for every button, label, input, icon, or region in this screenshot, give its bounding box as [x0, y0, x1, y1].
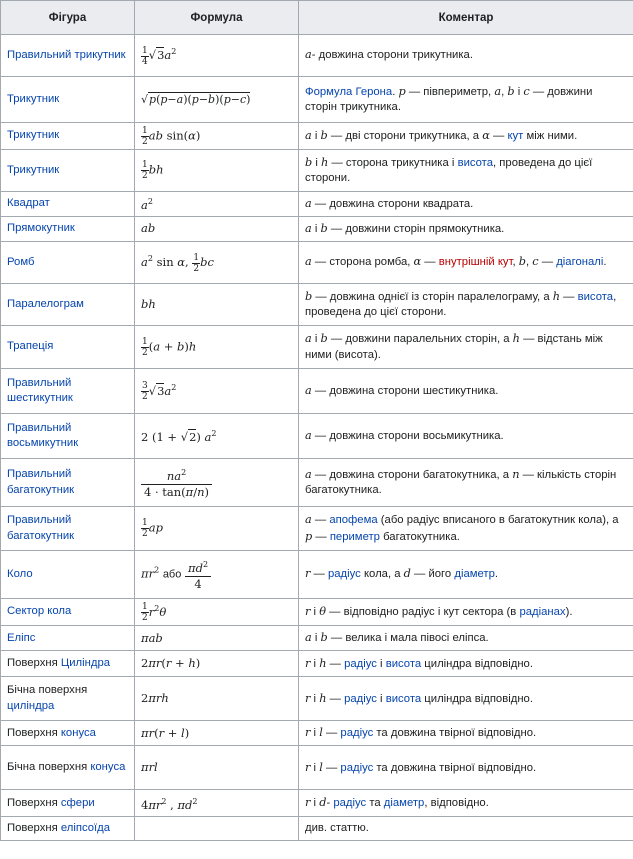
comment-cell: r і d- радіус та діаметр, відповідно.: [299, 790, 633, 817]
figure-link[interactable]: еліпсоїда: [60, 822, 111, 835]
header-comment: Коментар: [299, 1, 633, 35]
comment-cell: a — довжина сторони шестикутника.: [299, 369, 633, 414]
figure-link[interactable]: Сектор кола: [7, 605, 72, 618]
figure-cell: Бічна поверхня конуса: [1, 746, 135, 790]
table-row: [1, 746, 633, 790]
figure-link[interactable]: Циліндра: [60, 657, 111, 670]
table-row: [1, 123, 633, 150]
radius-link[interactable]: радіус: [340, 727, 374, 740]
formula-cell: 2 (1 + √2) $a^2$: [135, 414, 299, 459]
figure-cell[interactable]: [1, 284, 135, 326]
figure-link[interactable]: Ромб: [7, 255, 35, 268]
comment-cell: r і l — радіус та довжина твірної відповідно.: [299, 746, 633, 790]
diameter-link[interactable]: діаметр: [454, 568, 495, 581]
table-row: [1, 599, 633, 626]
figure-cell[interactable]: [1, 459, 135, 507]
figure-link[interactable]: сфери: [60, 796, 95, 809]
table-row: [1, 626, 633, 651]
figure-link[interactable]: конуса: [60, 726, 96, 739]
comment-cell: b — довжина однієї із сторін паралелограму, а h — висота, проведена до цієї сторони.: [299, 284, 633, 326]
formula-cell: √p(p−a)(p−b)(p−c): [135, 77, 299, 123]
table-row: [1, 150, 633, 192]
comment-cell: r і h — радіус і висота циліндра відповідно.: [299, 651, 633, 677]
figure-link[interactable]: циліндра: [7, 699, 55, 712]
figure-link[interactable]: Паралелограм: [7, 297, 84, 310]
comment-cell: b і h — сторона трикутника і висота, проведена до цієї сторони.: [299, 150, 633, 192]
angle-link[interactable]: кут: [507, 129, 524, 142]
formula-cell: πr(r + l): [135, 721, 299, 746]
table-row: [1, 551, 633, 599]
formula-cell: bh: [135, 284, 299, 326]
figure-link[interactable]: Правильний восьмикутник: [7, 421, 79, 449]
formula-cell: 2πrh: [135, 677, 299, 721]
comment-cell: a і b — довжини сторін прямокутника.: [299, 217, 633, 242]
figure-link[interactable]: Правильний багатокутник: [7, 468, 75, 496]
radius-link[interactable]: радіус: [344, 657, 377, 670]
formula-cell: $4\pi r^2$ , $\pi d^2$: [135, 790, 299, 817]
formula-cell: [135, 817, 299, 841]
figure-link[interactable]: Правильний багатокутник: [7, 514, 75, 542]
comment-cell: r і h — радіус і висота циліндра відповідно.: [299, 677, 633, 721]
figure-link[interactable]: Коло: [7, 567, 33, 580]
table-row: [1, 790, 633, 817]
formula-cell: $\frac{1}{2}$ (a + b)h: [135, 326, 299, 369]
radius-link[interactable]: радіус: [327, 568, 361, 581]
comment-cell: a — довжина сторони багатокутника, а n — кількість сторін багатокутника.: [299, 459, 633, 507]
figure-link[interactable]: Квадрат: [7, 197, 50, 210]
table-row: [1, 326, 633, 369]
table-row: [1, 35, 633, 77]
figure-link[interactable]: Трапеція: [7, 340, 54, 353]
radians-link[interactable]: радіанах: [519, 605, 566, 618]
header-formula: Формула: [135, 1, 299, 35]
formula-cell: $\frac{1}{2}$ bh: [135, 150, 299, 192]
height-link[interactable]: висота: [385, 692, 422, 705]
comment-cell: див. статтю.: [299, 817, 633, 841]
table-row: [1, 414, 633, 459]
figure-link[interactable]: Еліпс: [7, 631, 36, 644]
figure-cell[interactable]: [1, 192, 135, 217]
formula-cell: $a^2$ sin α, $\frac{1}{2}$ bc: [135, 242, 299, 284]
figure-link[interactable]: Правильний шестикутник: [7, 376, 73, 404]
table-row: [1, 77, 633, 123]
table-row: [1, 192, 633, 217]
table-row: [1, 677, 633, 721]
table-row: [1, 507, 633, 551]
interior-angle-link[interactable]: внутрішній кут: [438, 256, 513, 269]
figure-link[interactable]: конуса: [90, 761, 126, 774]
figure-cell[interactable]: [1, 326, 135, 369]
radius-link[interactable]: радіус: [340, 761, 374, 774]
figure-link[interactable]: Трикутник: [7, 163, 60, 176]
figure-cell: Бічна поверхня циліндра: [1, 677, 135, 721]
figure-cell[interactable]: [1, 599, 135, 626]
formula-cell: $\frac{1}{4}$ $√3a^2$: [135, 35, 299, 77]
figure-cell[interactable]: [1, 123, 135, 150]
formula-cell: $\frac{1}{2}$ ab sin(α): [135, 123, 299, 150]
formula-cell: $\frac{3}{2}$ $√3a^2$: [135, 369, 299, 414]
table-row: [1, 459, 633, 507]
formula-cell: 2πr(r + h): [135, 651, 299, 677]
figure-cell[interactable]: [1, 414, 135, 459]
figure-cell[interactable]: [1, 626, 135, 651]
figure-cell[interactable]: [1, 150, 135, 192]
comment-cell: a і b — дві сторони трикутника, а α — кут між ними.: [299, 123, 633, 150]
formula-cell: πab: [135, 626, 299, 651]
comment-cell: Формула Герона. p — півпериметр, a, b і c — довжини сторін трикутника.: [299, 77, 633, 123]
height-link[interactable]: висота: [457, 156, 494, 169]
formula-cell: $a^2$: [135, 192, 299, 217]
comment-cell: a — довжина сторони восьмикутника.: [299, 414, 633, 459]
formula-cell: ab: [135, 217, 299, 242]
table-row: [1, 817, 633, 841]
figure-link[interactable]: Трикутник: [7, 92, 60, 105]
perimeter-link[interactable]: периметр: [329, 530, 380, 543]
comment-cell: a — апофема (або радіус вписаного в багатокутник кола), а p — периметр багатокутника.: [299, 507, 633, 551]
comment-cell: r — радіус кола, а d — його діаметр.: [299, 551, 633, 599]
comment-cell: a- довжина сторони трикутника.: [299, 35, 633, 77]
table-row: [1, 242, 633, 284]
formula-cell: $\frac{na^2}{4 \cdot \tan(\pi/n)}$: [135, 459, 299, 507]
formula-cell: $\frac{1}{2}$ $r^2\theta$: [135, 599, 299, 626]
figure-link[interactable]: Правильний трикутник: [7, 48, 126, 61]
figure-cell[interactable]: [1, 217, 135, 242]
diagonals-link[interactable]: діагоналі: [556, 256, 604, 269]
formula-cell: $\pi r^2$ або $\frac{\pi d^2}{4}$: [135, 551, 299, 599]
table-row: [1, 217, 633, 242]
comment-cell: r і θ — відповідно радіус і кут сектора (в радіанах).: [299, 599, 633, 626]
table-row: [1, 721, 633, 746]
formula-cell: $\frac{1}{2}$ ap: [135, 507, 299, 551]
figure-link[interactable]: Трикутник: [7, 129, 60, 142]
comment-cell: a і b — велика і мала півосі еліпса.: [299, 626, 633, 651]
figure-cell: Поверхня конуса: [1, 721, 135, 746]
comment-cell: a — сторона ромба, α — внутрішній кут, b, c — діагоналі.: [299, 242, 633, 284]
figure-cell[interactable]: [1, 507, 135, 551]
height-link[interactable]: висота: [577, 290, 614, 303]
radius-link[interactable]: радіус: [344, 692, 377, 705]
figure-link[interactable]: Прямокутник: [7, 222, 75, 235]
table-row: [1, 369, 633, 414]
table-row: [1, 651, 633, 677]
figure-cell[interactable]: [1, 35, 135, 77]
figure-cell[interactable]: [1, 77, 135, 123]
height-link[interactable]: висота: [385, 657, 422, 670]
figure-cell[interactable]: [1, 369, 135, 414]
diameter-link[interactable]: діаметр: [383, 797, 425, 810]
formula-cell: πrl: [135, 746, 299, 790]
figure-cell[interactable]: [1, 242, 135, 284]
comment-cell: r і l — радіус та довжина твірної відповідно.: [299, 721, 633, 746]
figure-cell: Поверхня еліпсоїда: [1, 817, 135, 841]
table-row: [1, 284, 633, 326]
header-row: [1, 1, 633, 35]
apothem-link[interactable]: апофема: [329, 514, 378, 526]
figure-cell[interactable]: [1, 551, 135, 599]
heron-formula-link[interactable]: Формула Герона: [305, 85, 393, 98]
figure-cell: Поверхня сфери: [1, 790, 135, 817]
comment-cell: a і b — довжини паралельних сторін, а h — відстань між ними (висота).: [299, 326, 633, 369]
comment-cell: a — довжина сторони квадрата.: [299, 192, 633, 217]
radius-link[interactable]: радіус: [333, 797, 367, 810]
header-figure: Фігура: [1, 1, 135, 35]
figure-cell: Поверхня Циліндра: [1, 651, 135, 677]
